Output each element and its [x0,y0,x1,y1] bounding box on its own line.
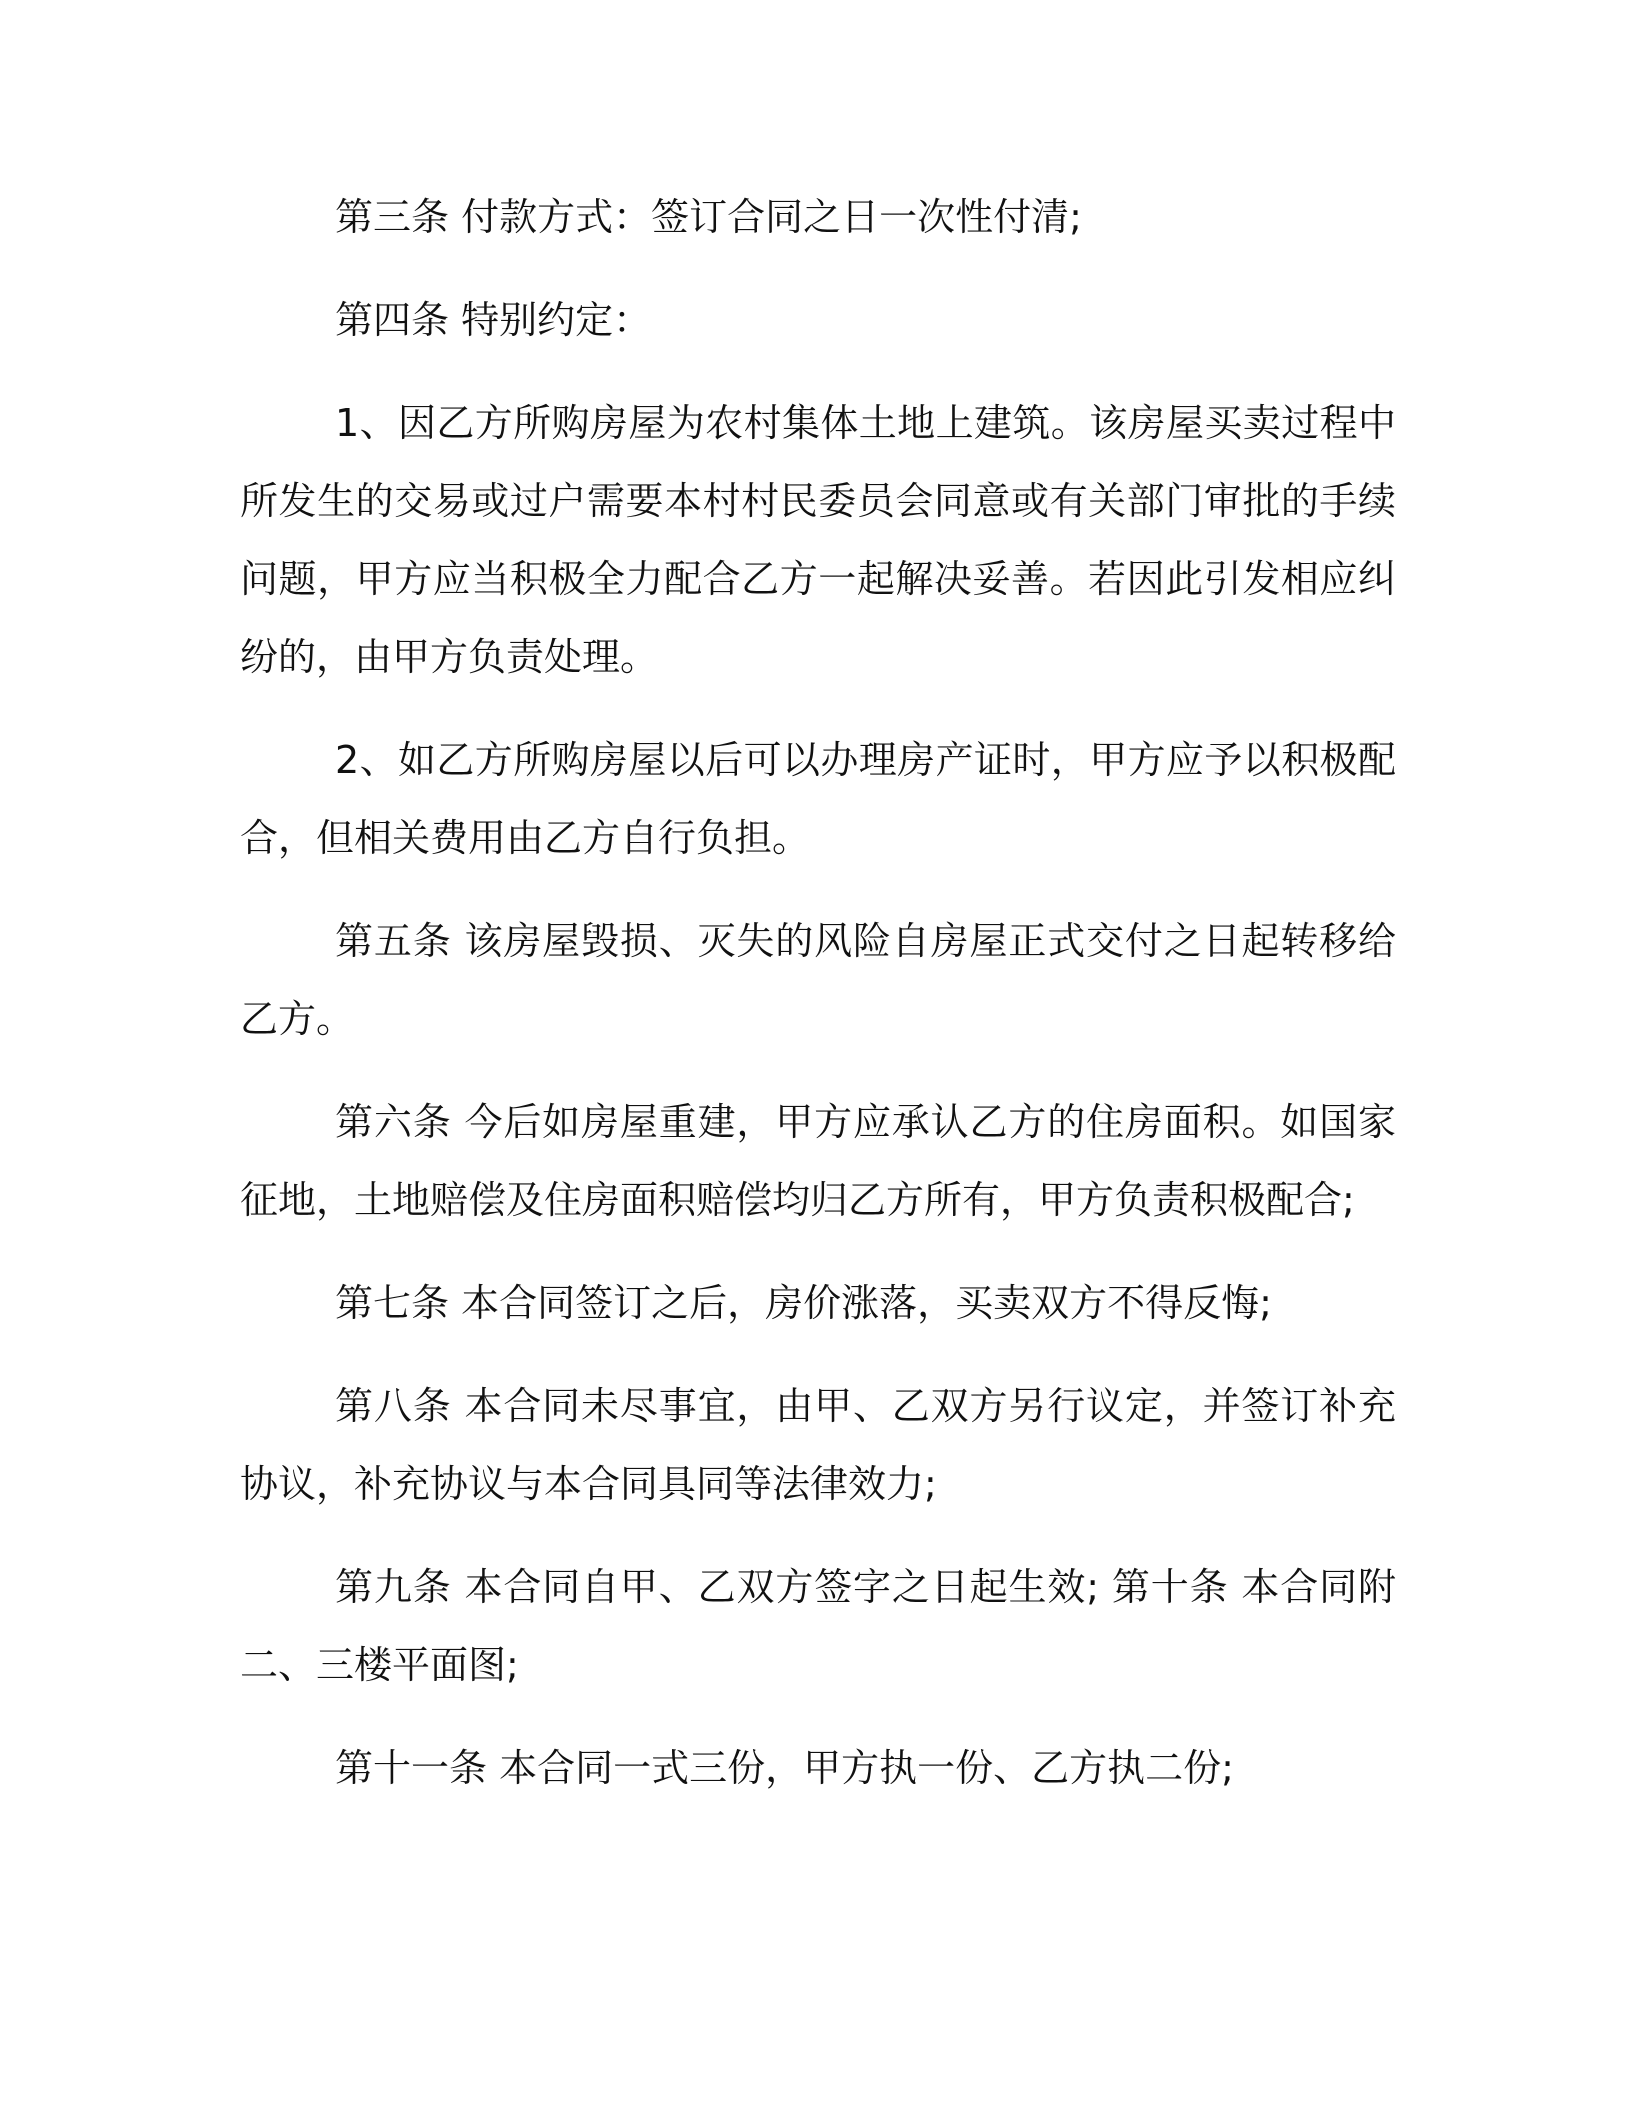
clause-9-10-effective: 第九条 本合同自甲、乙双方签字之日起生效; 第十条 本合同附二、三楼平面图; [240,1565,1396,1687]
document-body [240,178,1396,1832]
clause-4-item-1: 1、因乙方所购房屋为农村集体土地上建筑。该房屋买卖过程中所发生的交易或过户需要本村村民委员会同意或有关部门审批的手续问题，甲方应当积极全力配合乙方一起解决妥善。若因此引发相应纠纷的，由甲方负责处理。 [240,401,1396,679]
clause-4-item-2: 2、如乙方所购房屋以后可以办理房产证时，甲方应予以积极配合，但相关费用由乙方自行负担。 [240,738,1396,860]
clause-7-no-regret: 第七条 本合同签订之后，房价涨落，买卖双方不得反悔; [335,1281,1272,1325]
clause-6-rebuild: 第六条 今后如房屋重建，甲方应承认乙方的住房面积。如国家征地，土地赔偿及住房面积赔偿均归乙方所有，甲方负责积极配合; [240,1100,1396,1222]
clause-8-supplement: 第八条 本合同未尽事宜，由甲、乙双方另行议定，并签订补充协议，补充协议与本合同具同等法律效力; [240,1384,1396,1506]
clause-11-copies: 第十一条 本合同一式三份，甲方执一份、乙方执二份; [335,1746,1234,1790]
clause-5-risk: 第五条 该房屋毁损、灭失的风险自房屋正式交付之日起转移给乙方。 [240,919,1396,1041]
clause-4-heading: 第四条 特别约定： [335,298,652,342]
clause-3-payment: 第三条 付款方式：签订合同之日一次性付清; [335,195,1082,239]
